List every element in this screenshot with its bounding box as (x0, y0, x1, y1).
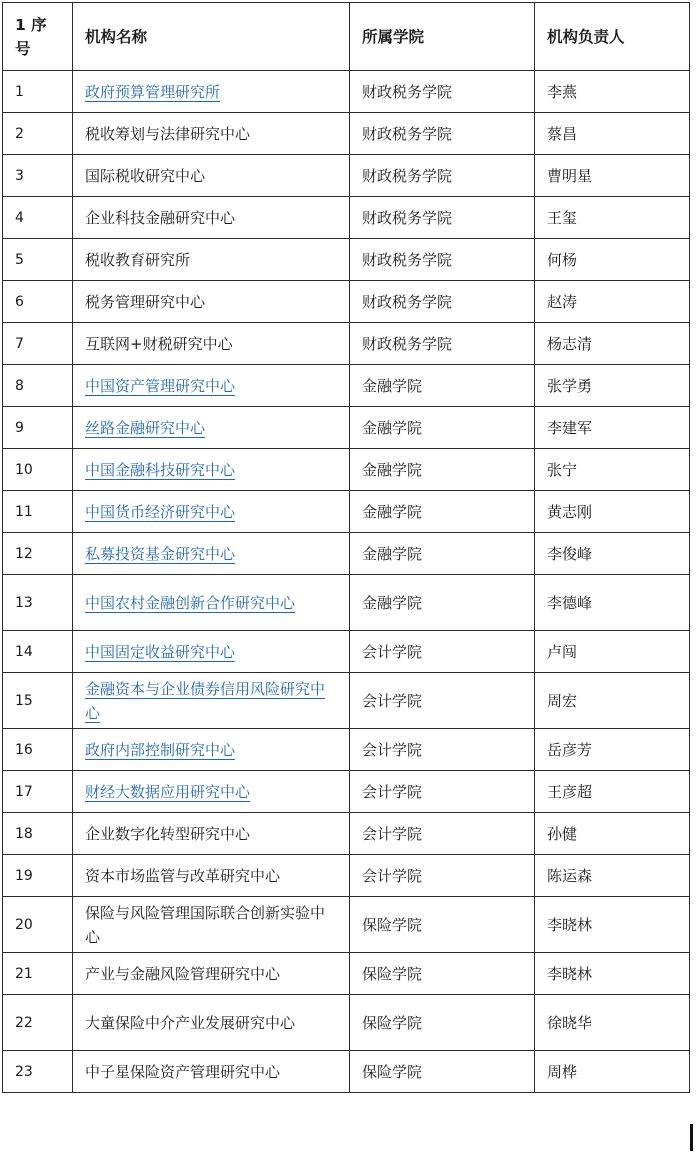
cell-name (73, 113, 350, 155)
cell-name (73, 197, 350, 239)
header-seq: 1 序号 (3, 3, 73, 71)
cell-college: 金融学院 (350, 533, 535, 575)
table-row (3, 449, 690, 491)
cell-college: 金融学院 (350, 365, 535, 407)
institution-link[interactable]: 丝路金融研究中心 (85, 418, 206, 437)
header-leader: 机构负责人 (535, 3, 690, 71)
cell-leader: 孙健 (535, 813, 690, 855)
cell-name (73, 771, 350, 813)
table-header-row (3, 3, 690, 71)
institution-link[interactable]: 政府预算管理研究所 (85, 82, 221, 101)
institution-link[interactable]: 中国固定收益研究中心 (85, 642, 236, 661)
cell-college: 会计学院 (350, 673, 535, 729)
table-row (3, 197, 690, 239)
cell-name (73, 281, 350, 323)
table-row (3, 71, 690, 113)
cell-seq: 3 (3, 155, 73, 197)
cell-seq: 5 (3, 239, 73, 281)
cell-name (73, 575, 350, 631)
cell-college: 会计学院 (350, 729, 535, 771)
cell-leader: 何杨 (535, 239, 690, 281)
institution-name: 企业数字化转型研究中心 (85, 824, 251, 843)
cell-name (73, 407, 350, 449)
table-row (3, 239, 690, 281)
cell-college: 会计学院 (350, 855, 535, 897)
cell-name (73, 673, 350, 729)
cell-seq: 12 (3, 533, 73, 575)
cell-seq: 16 (3, 729, 73, 771)
institution-link[interactable]: 财经大数据应用研究中心 (85, 782, 251, 801)
table-row (3, 323, 690, 365)
table-row (3, 631, 690, 673)
cell-college: 财政税务学院 (350, 281, 535, 323)
cell-seq: 2 (3, 113, 73, 155)
table-row (3, 953, 690, 995)
table-row (3, 771, 690, 813)
cell-leader: 周宏 (535, 673, 690, 729)
cell-leader: 李德峰 (535, 575, 690, 631)
cell-college: 财政税务学院 (350, 197, 535, 239)
cell-seq: 18 (3, 813, 73, 855)
cell-name (73, 155, 350, 197)
cell-college: 保险学院 (350, 995, 535, 1051)
institution-link[interactable]: 中国金融科技研究中心 (85, 460, 236, 479)
cell-leader: 李燕 (535, 71, 690, 113)
institution-name: 企业科技金融研究中心 (85, 208, 236, 227)
cell-leader: 李俊峰 (535, 533, 690, 575)
cell-seq: 23 (3, 1051, 73, 1093)
cell-leader: 曹明星 (535, 155, 690, 197)
cell-leader: 陈运森 (535, 855, 690, 897)
cell-name (73, 239, 350, 281)
cell-name (73, 323, 350, 365)
cell-seq: 7 (3, 323, 73, 365)
cell-leader: 岳彦芳 (535, 729, 690, 771)
table-row (3, 1051, 690, 1093)
institution-name: 大童保险中介产业发展研究中心 (85, 1013, 296, 1032)
cell-leader: 张宁 (535, 449, 690, 491)
cell-leader: 李晓林 (535, 897, 690, 953)
table-row (3, 533, 690, 575)
cell-college: 会计学院 (350, 771, 535, 813)
cell-college: 保险学院 (350, 953, 535, 995)
institution-name: 保险与风险管理国际联合创新实验中心 (85, 903, 326, 946)
cell-leader: 蔡昌 (535, 113, 690, 155)
cell-leader: 卢闯 (535, 631, 690, 673)
cell-name (73, 995, 350, 1051)
cell-leader: 李晓林 (535, 953, 690, 995)
cell-college: 财政税务学院 (350, 155, 535, 197)
cell-college: 保险学院 (350, 897, 535, 953)
cell-name (73, 71, 350, 113)
table-row (3, 407, 690, 449)
cell-leader: 王彦超 (535, 771, 690, 813)
table-row (3, 575, 690, 631)
header-college: 所属学院 (350, 3, 535, 71)
table-row (3, 897, 690, 953)
cell-college: 财政税务学院 (350, 323, 535, 365)
cell-name (73, 953, 350, 995)
cell-college: 金融学院 (350, 449, 535, 491)
table-row (3, 855, 690, 897)
cell-name (73, 729, 350, 771)
institution-link[interactable]: 中国资产管理研究中心 (85, 376, 236, 395)
cell-leader: 王玺 (535, 197, 690, 239)
cell-leader: 张学勇 (535, 365, 690, 407)
cell-seq: 8 (3, 365, 73, 407)
cell-name (73, 365, 350, 407)
cell-college: 会计学院 (350, 813, 535, 855)
cell-college: 金融学院 (350, 491, 535, 533)
cell-name (73, 1051, 350, 1093)
cell-college: 金融学院 (350, 575, 535, 631)
institution-link[interactable]: 中国货币经济研究中心 (85, 502, 236, 521)
header-name: 机构名称 (73, 3, 350, 71)
institution-link[interactable]: 中国农村金融创新合作研究中心 (85, 593, 296, 612)
table-row (3, 281, 690, 323)
cell-leader: 赵涛 (535, 281, 690, 323)
table-row (3, 365, 690, 407)
cell-leader: 徐晓华 (535, 995, 690, 1051)
cell-college: 保险学院 (350, 1051, 535, 1093)
institution-link[interactable]: 私募投资基金研究中心 (85, 544, 236, 563)
institution-name: 国际税收研究中心 (85, 166, 206, 185)
table-body (3, 71, 690, 1093)
cell-seq: 17 (3, 771, 73, 813)
cell-college: 财政税务学院 (350, 71, 535, 113)
cell-seq: 10 (3, 449, 73, 491)
cell-seq: 19 (3, 855, 73, 897)
cell-name (73, 631, 350, 673)
table-row (3, 113, 690, 155)
cell-leader: 周桦 (535, 1051, 690, 1093)
table-row (3, 813, 690, 855)
cell-seq: 21 (3, 953, 73, 995)
institution-name: 税收教育研究所 (85, 250, 191, 269)
institution-name: 税收筹划与法律研究中心 (85, 124, 251, 143)
institution-name: 资本市场监管与改革研究中心 (85, 866, 281, 885)
cell-name (73, 897, 350, 953)
cell-college: 财政税务学院 (350, 239, 535, 281)
cell-seq: 22 (3, 995, 73, 1051)
cell-leader: 黄志刚 (535, 491, 690, 533)
table-row (3, 729, 690, 771)
cell-name (73, 491, 350, 533)
institution-link[interactable]: 政府内部控制研究中心 (85, 740, 236, 759)
cell-seq: 6 (3, 281, 73, 323)
cell-name (73, 449, 350, 491)
cell-name (73, 813, 350, 855)
cell-leader: 李建军 (535, 407, 690, 449)
institution-name: 互联网+财税研究中心 (85, 334, 233, 353)
cell-seq: 20 (3, 897, 73, 953)
cell-seq: 15 (3, 673, 73, 729)
cell-name (73, 855, 350, 897)
cell-seq: 11 (3, 491, 73, 533)
table-row (3, 995, 690, 1051)
table-row (3, 673, 690, 729)
cell-college: 财政税务学院 (350, 113, 535, 155)
cell-seq: 13 (3, 575, 73, 631)
institution-name: 税务管理研究中心 (85, 292, 206, 311)
institution-link[interactable]: 金融资本与企业债券信用风险研究中心 (85, 679, 326, 722)
cell-seq: 4 (3, 197, 73, 239)
edge-mark (690, 1124, 693, 1151)
cell-leader: 杨志清 (535, 323, 690, 365)
cell-seq: 9 (3, 407, 73, 449)
table-row (3, 155, 690, 197)
cell-college: 金融学院 (350, 407, 535, 449)
cell-name (73, 533, 350, 575)
cell-seq: 1 (3, 71, 73, 113)
cell-seq: 14 (3, 631, 73, 673)
table-row (3, 491, 690, 533)
cell-college: 会计学院 (350, 631, 535, 673)
institution-name: 产业与金融风险管理研究中心 (85, 964, 281, 983)
institution-name: 中子星保险资产管理研究中心 (85, 1062, 281, 1081)
research-institutions-table (2, 2, 690, 1093)
